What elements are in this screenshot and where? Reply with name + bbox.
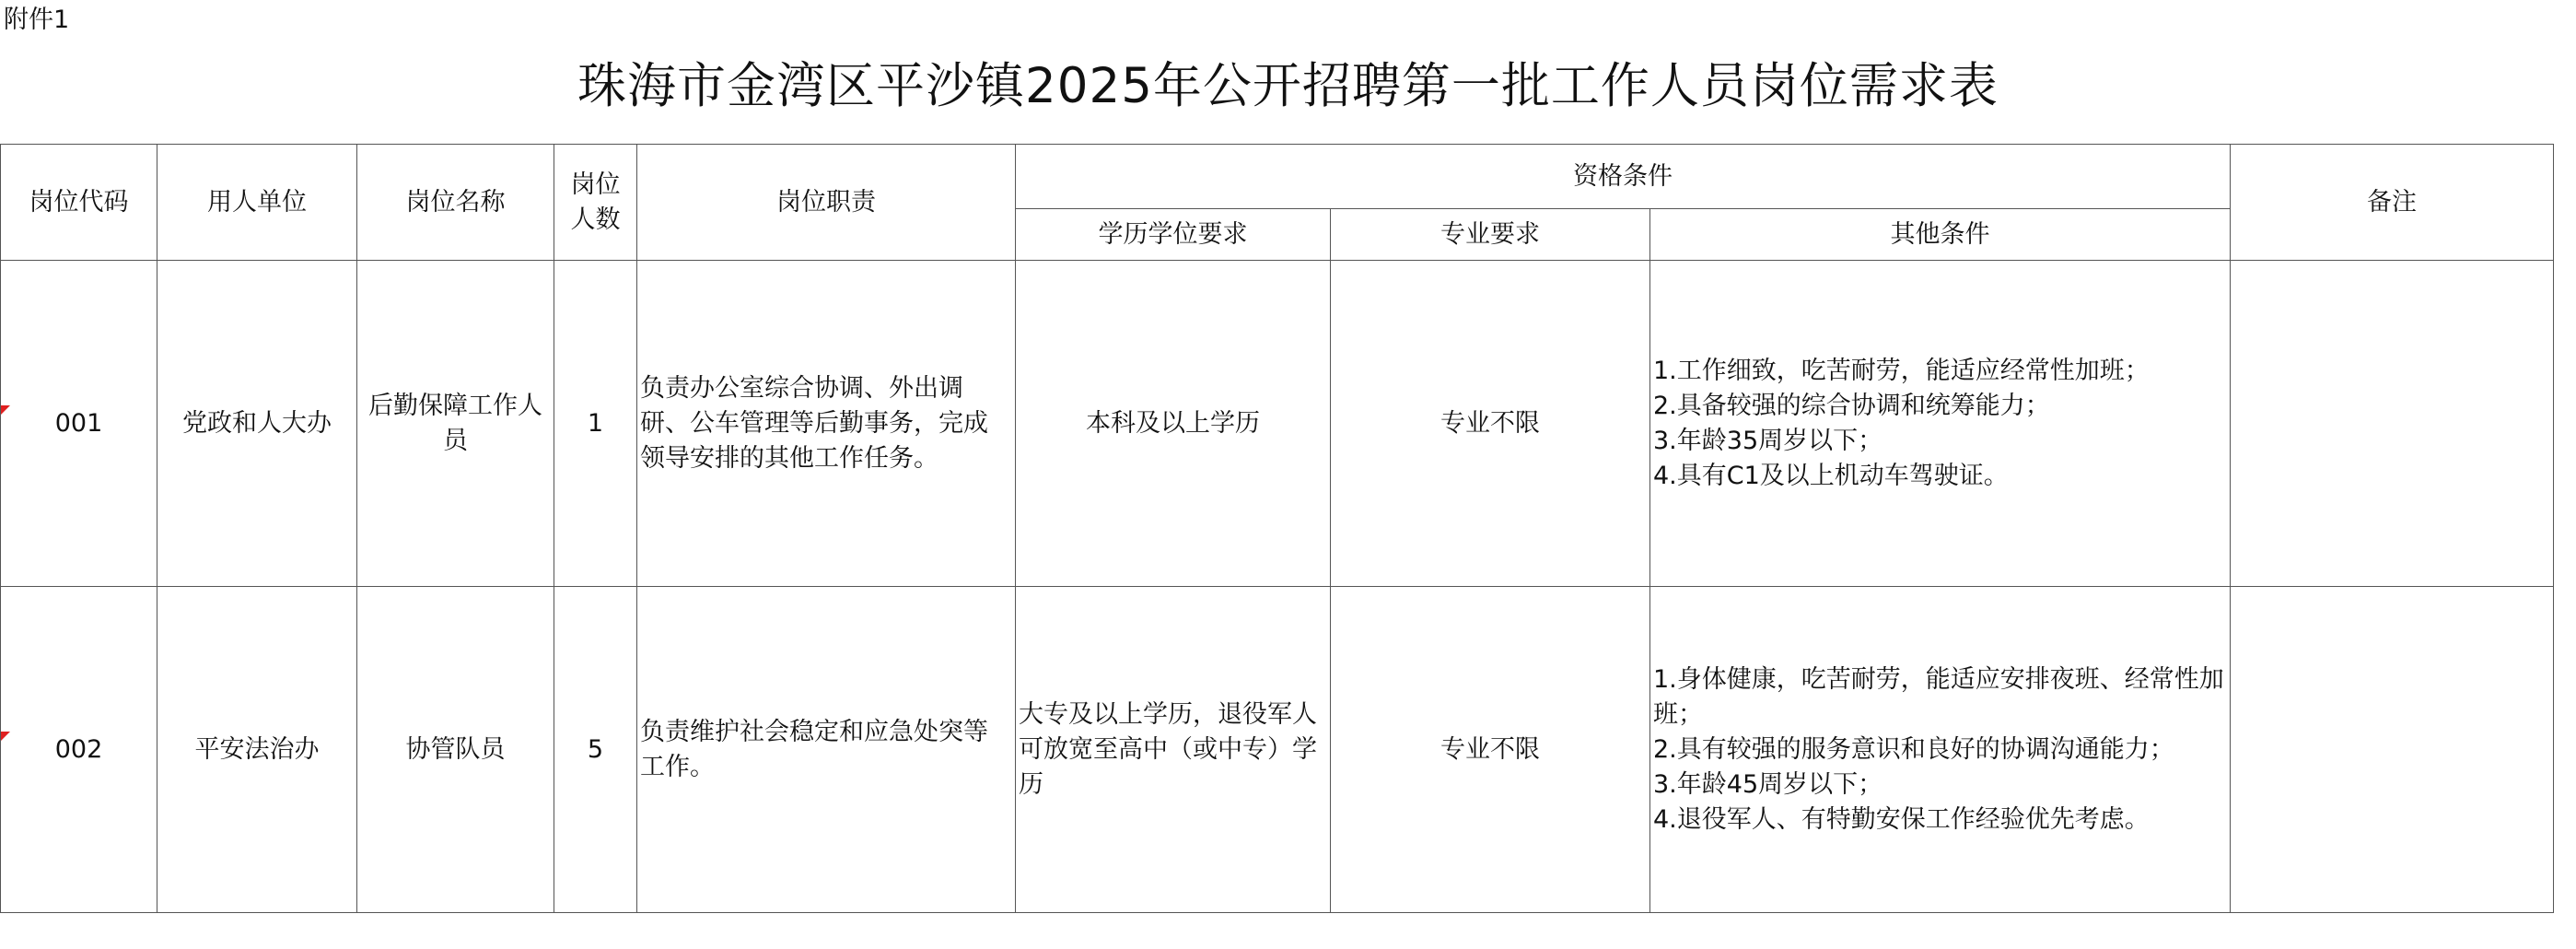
cell-count: 1 xyxy=(554,261,637,587)
other-line: 3.年龄45周岁以下； xyxy=(1653,769,1883,799)
header-count xyxy=(554,145,637,261)
header-code: 岗位代码 xyxy=(1,145,157,261)
cell-remark xyxy=(2231,587,2554,913)
page-title: 珠海市金湾区平沙镇2025年公开招聘第一批工作人员岗位需求表 xyxy=(577,58,1999,114)
cell-name: 协管队员 xyxy=(357,587,554,913)
cell-duty: 负责办公室综合协调、外出调研、公车管理等后勤事务，完成领导安排的其他工作任务。 xyxy=(637,261,1016,587)
table-row xyxy=(1,261,2554,587)
header-unit: 用人单位 xyxy=(157,145,357,261)
cell-code xyxy=(1,587,157,913)
comment-marker-icon xyxy=(1,732,10,741)
other-line: 1.工作细致，吃苦耐劳，能适应经常性加班； xyxy=(1653,356,2150,385)
header-remark: 备注 xyxy=(2231,145,2554,261)
other-line: 4.退役军人、有特勤安保工作经验优先考虑。 xyxy=(1653,804,2150,834)
other-line: 2.具备较强的综合协调和统筹能力； xyxy=(1653,391,2050,420)
header-qualification: 资格条件 xyxy=(1016,145,2231,209)
other-line: 4.具有C1及以上机动车驾驶证。 xyxy=(1653,461,2009,490)
header-name: 岗位名称 xyxy=(357,145,554,261)
code-text: 002 xyxy=(54,734,103,764)
cell-education: 本科及以上学历 xyxy=(1016,261,1331,587)
code-text: 001 xyxy=(54,408,103,438)
cell-major: 专业不限 xyxy=(1331,261,1650,587)
header-other: 其他条件 xyxy=(1650,209,2231,261)
header-row-1 xyxy=(1,145,2554,209)
other-line: 1.身体健康，吃苦耐劳，能适应安排夜班、经常性加班； xyxy=(1653,664,2224,729)
cell-unit: 党政和人大办 xyxy=(157,261,357,587)
cell-count: 5 xyxy=(554,587,637,913)
cell-unit: 平安法治办 xyxy=(157,587,357,913)
cell-education: 大专及以上学历，退役军人可放宽至高中（或中专）学历 xyxy=(1016,587,1331,913)
cell-name: 后勤保障工作人员 xyxy=(357,261,554,587)
cell-duty: 负责维护社会稳定和应急处突等工作。 xyxy=(637,587,1016,913)
requirements-table xyxy=(0,144,2554,913)
cell-remark xyxy=(2231,261,2554,587)
header-count-line2: 人数 xyxy=(570,205,621,234)
other-line: 3.年龄35周岁以下； xyxy=(1653,426,1883,455)
table-row xyxy=(1,587,2554,913)
cell-code xyxy=(1,261,157,587)
cell-other xyxy=(1650,261,2231,587)
header-major: 专业要求 xyxy=(1331,209,1650,261)
cell-other xyxy=(1650,587,2231,913)
comment-marker-icon xyxy=(1,405,10,415)
cell-major: 专业不限 xyxy=(1331,587,1650,913)
other-line: 2.具有较强的服务意识和良好的协调沟通能力； xyxy=(1653,734,2174,764)
header-count-line1: 岗位 xyxy=(570,170,621,199)
header-duty: 岗位职责 xyxy=(637,145,1016,261)
header-education: 学历学位要求 xyxy=(1016,209,1331,261)
attachment-label: 附件1 xyxy=(4,6,70,34)
